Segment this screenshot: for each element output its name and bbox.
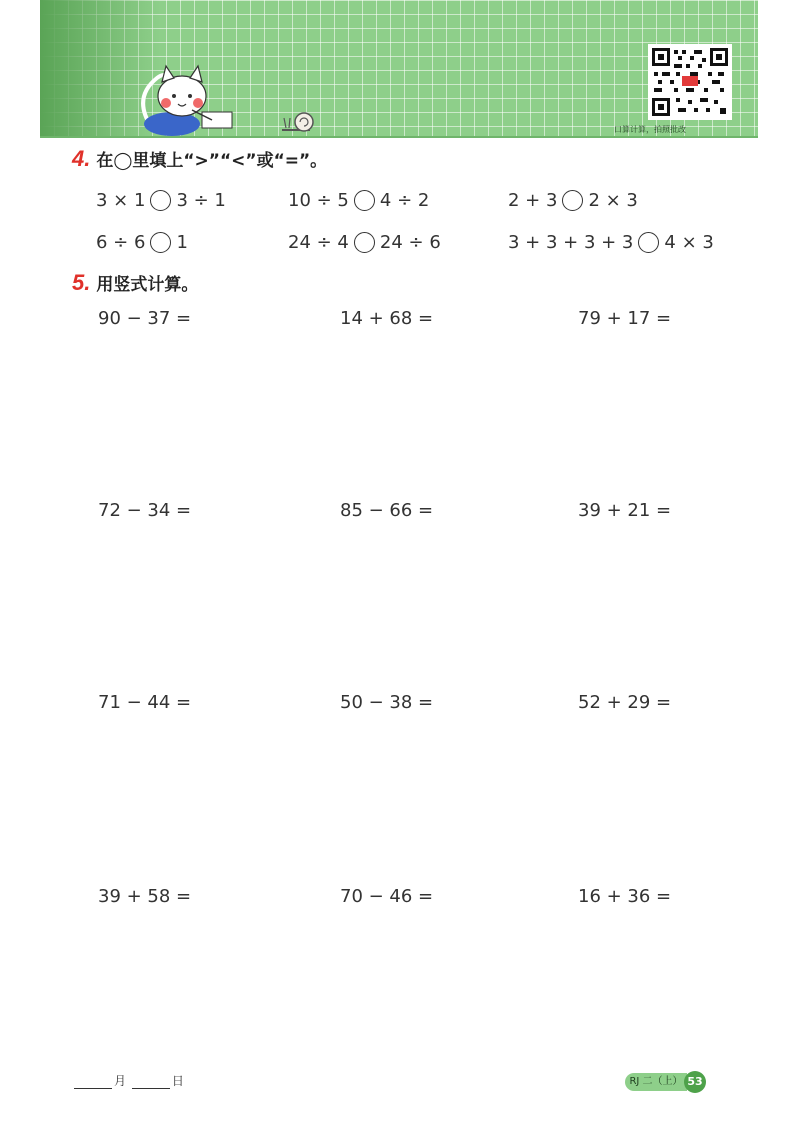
calc-problem: 79 + 17 = [578, 308, 672, 329]
compare-item [508, 186, 638, 214]
compare-left: 3 × 1 [96, 189, 146, 211]
compare-item [96, 228, 188, 256]
compare-item [96, 186, 226, 214]
compare-right: 2 × 3 [588, 189, 638, 211]
page-number: 53 [684, 1071, 706, 1093]
calc-problem: 39 + 21 = [578, 500, 672, 521]
month-label: 月 [114, 1074, 127, 1088]
compare-right: 4 × 3 [664, 231, 714, 253]
compare-left: 24 ÷ 4 [288, 231, 349, 253]
calc-problem: 70 − 46 = [340, 886, 434, 907]
question-5-number: 5. [72, 270, 91, 295]
compare-right: 4 ÷ 2 [379, 189, 430, 211]
compare-item [288, 186, 429, 214]
question-4-instruction: 在◯里填上“>”“<”或“=”。 [96, 151, 328, 171]
compare-right: 3 ÷ 1 [176, 189, 226, 211]
snail-icon [280, 108, 322, 134]
calc-problem: 90 − 37 = [98, 308, 192, 329]
calc-problem: 72 − 34 = [98, 500, 192, 521]
calc-problem: 85 − 66 = [340, 500, 434, 521]
calc-problem: 39 + 58 = [98, 886, 192, 907]
book-tag: RJ 二（上） [625, 1073, 687, 1091]
qr-caption: 口算计算，拍照批改 [614, 125, 686, 134]
compare-left: 2 + 3 [508, 189, 558, 211]
calc-problem: 50 − 38 = [340, 692, 434, 713]
day-blank[interactable] [132, 1076, 170, 1089]
compare-left: 10 ÷ 5 [288, 189, 349, 211]
answer-circle[interactable] [638, 232, 659, 253]
month-blank[interactable] [74, 1076, 112, 1089]
compare-right: 1 [176, 231, 188, 253]
answer-circle[interactable] [354, 190, 375, 211]
calc-problem: 14 + 68 = [340, 308, 434, 329]
question-4-number: 4. [72, 146, 91, 171]
calc-problem: 52 + 29 = [578, 692, 672, 713]
answer-circle[interactable] [354, 232, 375, 253]
compare-item [508, 228, 714, 256]
question-4-title [72, 146, 327, 172]
calc-problem: 71 − 44 = [98, 692, 192, 713]
compare-item [288, 228, 441, 256]
cat-illustration-icon [132, 58, 252, 138]
compare-left: 3 + 3 + 3 + 3 [508, 231, 634, 253]
answer-circle[interactable] [150, 190, 171, 211]
compare-right: 24 ÷ 6 [379, 231, 441, 253]
question-5-title [72, 270, 198, 296]
compare-left: 6 ÷ 6 [96, 231, 146, 253]
day-label: 日 [171, 1074, 184, 1088]
answer-circle[interactable] [150, 232, 171, 253]
header-banner [40, 0, 758, 138]
qr-code[interactable] [648, 44, 732, 120]
qr-code-icon [650, 46, 730, 118]
date-line [72, 1072, 184, 1089]
question-5-instruction: 用竖式计算。 [96, 275, 199, 295]
calc-problem: 16 + 36 = [578, 886, 672, 907]
answer-circle[interactable] [562, 190, 583, 211]
